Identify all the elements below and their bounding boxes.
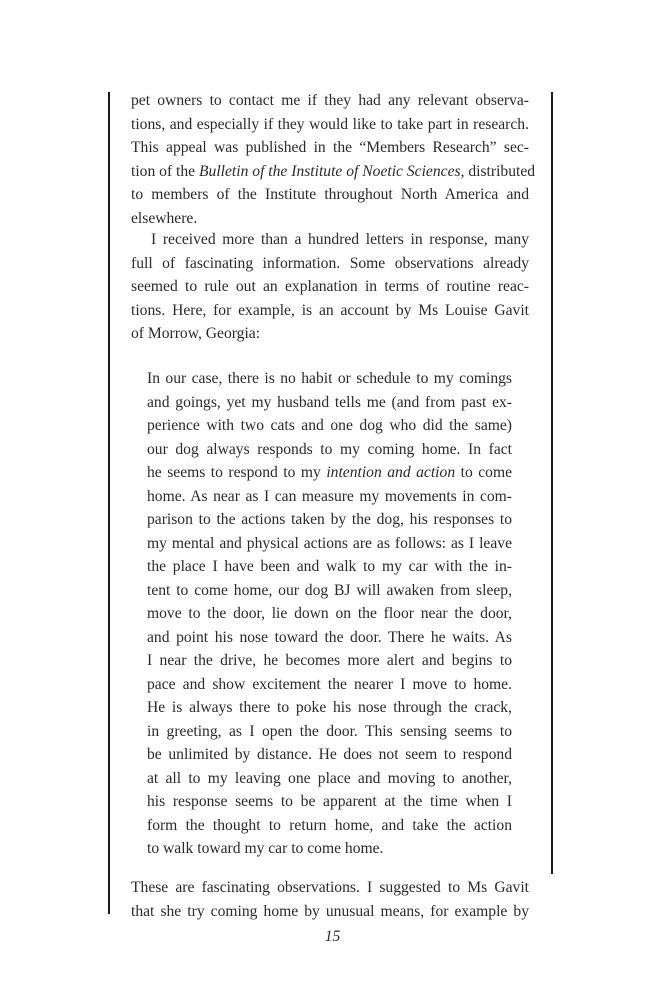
paragraph-3 — [131, 876, 529, 923]
text-line: of Morrow, Georgia: — [131, 325, 261, 342]
quote-line: his response seems to be apparent at the time when I — [147, 793, 512, 810]
journal-title: Bulletin of the Institute of Noetic Sciences — [199, 162, 461, 180]
text-line: pet owners to contact me if they had any relevant observa- — [131, 92, 529, 109]
left-margin-rule — [108, 92, 110, 914]
block-quote — [147, 367, 512, 861]
quote-line: be unlimited by distance. He does not seem to respond — [147, 746, 512, 763]
quote-line: pace and show excitement the nearer I move to home. — [147, 675, 512, 693]
quote-line: tent to come home, our dog BJ will awaken from sleep, — [147, 581, 512, 599]
text-line: This appeal was published in the “Members Research” sec- — [131, 139, 529, 156]
text-line: to members of the Institute throughout North America and — [131, 186, 529, 203]
quote-line: our dog always responds to my coming home. In fact — [147, 440, 512, 458]
paragraph-1 — [131, 89, 536, 230]
quote-line: and point his nose toward the door. There he waits. As — [147, 628, 512, 646]
text-line: tions. Here, for example, is an account by Ms Louise Gavit — [131, 301, 529, 319]
text-line: that she try coming home by unusual means, for example by — [131, 902, 529, 920]
quote-line: in greeting, as I open the door. This sensing seems to — [147, 722, 512, 740]
quote-line: parison to the actions taken by the dog, his responses to — [147, 511, 512, 528]
quote-line: at all to my leaving one place and moving to another, — [147, 769, 512, 787]
quote-line: In our case, there is no habit or schedule to my comings — [147, 370, 512, 387]
quote-line: and goings, yet my husband tells me (and from past ex- — [147, 393, 512, 411]
right-margin-rule — [551, 92, 553, 874]
page-number: 15 — [324, 928, 341, 945]
quote-line: He is always there to poke his nose through the crack, — [147, 699, 512, 716]
quote-line: form the thought to return home, and take the action — [147, 816, 512, 834]
quote-line: my mental and physical actions are as follows: as I leave — [147, 534, 512, 552]
quote-line: the place I have been and walk to my car with the in- — [147, 558, 512, 575]
quote-line: to walk toward my car to come home. — [147, 840, 384, 857]
text-line: seemed to rule out an explanation in terms of routine reac- — [131, 278, 529, 295]
quote-line: I near the drive, he becomes more alert and begins to — [147, 652, 512, 669]
quote-line: move to the door, lie down on the floor near the door, — [147, 605, 512, 622]
text-line: full of fascinating information. Some observations already — [131, 254, 529, 272]
text-line: elsewhere. — [131, 209, 198, 227]
text-line: These are fascinating observations. I suggested to Ms Gavit — [131, 879, 529, 896]
quote-line: perience with two cats and one dog who did the same) — [147, 417, 512, 434]
emphasis: intention and action — [326, 464, 456, 481]
quote-line: he seems to respond to my intention and action to come — [147, 464, 513, 481]
paragraph-2 — [131, 228, 529, 346]
quote-line: home. As near as I can measure my movements in com- — [147, 487, 512, 505]
text-line: tions, and especially if they would like to take part in research. — [131, 115, 529, 133]
text-line: I received more than a hundred letters in response, many — [151, 231, 529, 248]
text-line: tion of the Bulletin of the Institute of Noetic Sciences, distributed — [131, 162, 536, 180]
